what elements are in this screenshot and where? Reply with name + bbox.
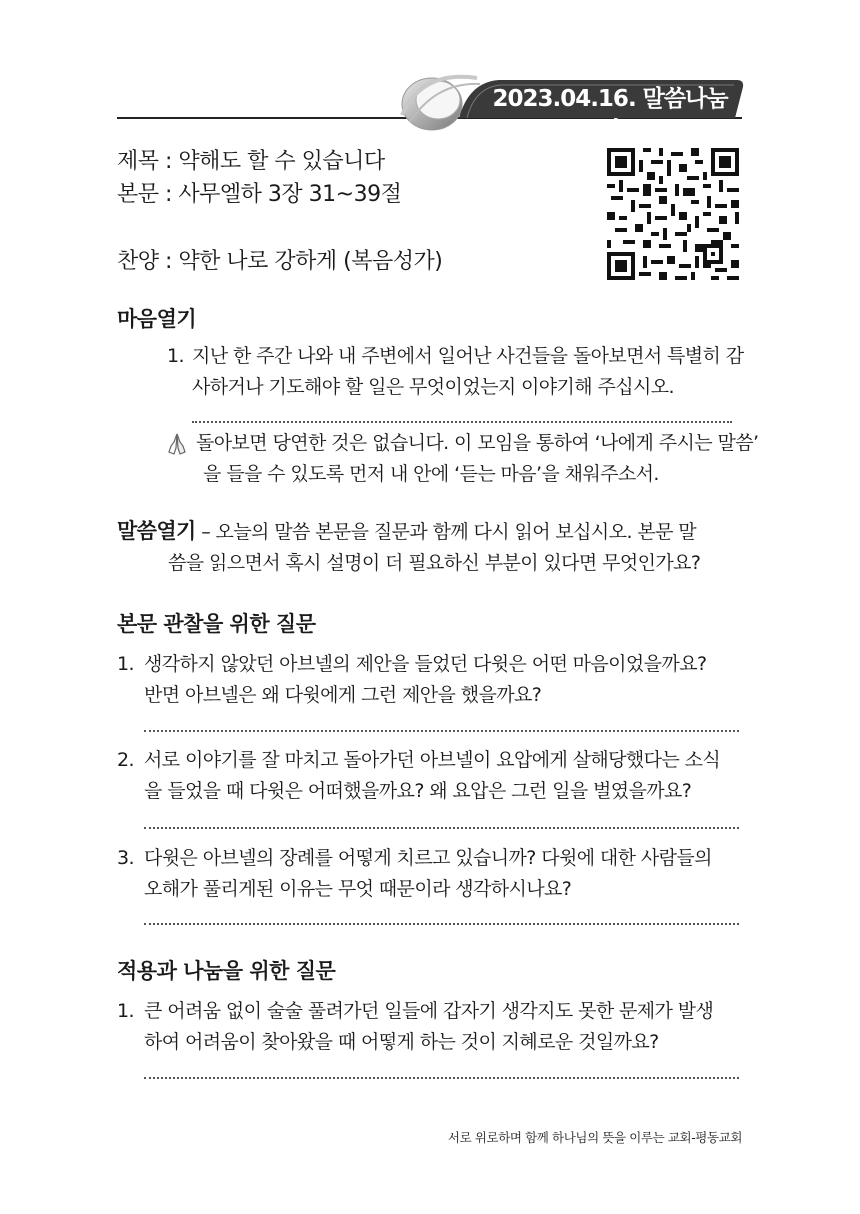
scripture-reference: 본문 : 사무엘하 3장 31~39절 [117, 182, 402, 207]
prayer-line1: 돌아보면 당연한 것은 없습니다. 이 모임을 통하여 ‘나에게 주시는 말씀’ [196, 432, 759, 454]
header-date-tab [455, 78, 745, 144]
answer-line[interactable] [144, 827, 739, 829]
answer-line[interactable] [144, 1077, 739, 1079]
observation-q1-number: 1. [117, 653, 134, 675]
qr-code-icon[interactable] [607, 148, 739, 280]
header-date-title: 2023.04.16. 말씀나눔지 [492, 86, 728, 144]
sermon-title: 제목 : 약해도 할 수 있습니다 [117, 149, 385, 174]
section-title-application: 적용과 나눔을 위한 질문 [117, 959, 336, 983]
observation-q2-number: 2. [117, 749, 134, 771]
observation-q2-line2: 을 들었을 때 다윗은 어떠했을까요? 왜 요압은 그런 일을 벌였을까요? [144, 780, 692, 802]
observation-q3-line2: 오해가 풀리게된 이유는 무엇 때문이라 생각하시나요? [144, 878, 572, 900]
observation-q1-line2: 반면 아브넬은 왜 다윗에게 그런 제안을 했을까요? [144, 684, 542, 706]
section-title-open-word: 말씀열기 [117, 519, 196, 543]
praying-hands-icon [165, 432, 189, 456]
header [0, 60, 860, 144]
application-q1-line1: 큰 어려움 없이 술술 풀려가던 일들에 갑자기 생각지도 못한 문제가 발생 [144, 1000, 714, 1022]
open-heart-q1-line1: 지난 한 주간 나와 내 주변에서 일어난 사건들을 돌아보면서 특별히 감 [192, 345, 744, 367]
open-word-line2: 씀을 읽으면서 혹시 설명이 더 필요하신 부분이 있다면 무엇인가요? [168, 552, 701, 574]
section-title-open-heart: 마음열기 [117, 307, 197, 331]
observation-q2-line1: 서로 이야기를 잘 마치고 돌아가던 아브넬이 요압에게 살해당했다는 소식 [144, 749, 721, 771]
open-heart-q1-line2: 사하거나 기도해야 할 일은 무엇이었는지 이야기해 주십시오. [192, 376, 674, 398]
hymn-title: 찬양 : 약한 나로 강하게 (복음성가) [117, 249, 443, 274]
open-word-line1 [117, 516, 696, 548]
open-heart-q1-number: 1. [167, 345, 184, 367]
footer-church-slogan: 서로 위로하며 함께 하나님의 뜻을 이루는 교회-평동교회 [447, 1130, 742, 1145]
open-word-instruction: – 오늘의 말씀 본문을 질문과 함께 다시 읽어 보십시오. 본문 말 [195, 521, 697, 543]
observation-q3-line1: 다윗은 아브넬의 장례를 어떻게 치르고 있습니까? 다윗에 대한 사람들의 [144, 847, 712, 869]
application-q1-number: 1. [117, 1000, 134, 1022]
section-title-observation: 본문 관찰을 위한 질문 [117, 612, 316, 636]
application-q1-line2: 하여 어려움이 찾아왔을 때 어떻게 하는 것이 지혜로운 것일까요? [144, 1031, 659, 1053]
observation-q3-number: 3. [117, 847, 134, 869]
answer-line[interactable] [144, 923, 739, 925]
sermon-info [117, 145, 442, 278]
answer-line[interactable] [192, 421, 732, 423]
observation-q1-line1: 생각하지 않았던 아브넬의 제안을 들었던 다윗은 어떤 마음이었을까요? [144, 653, 707, 675]
answer-line[interactable] [144, 730, 739, 732]
prayer-line2: 을 들을 수 있도록 먼저 내 안에 ‘듣는 마음’을 채워주소서. [203, 463, 659, 485]
